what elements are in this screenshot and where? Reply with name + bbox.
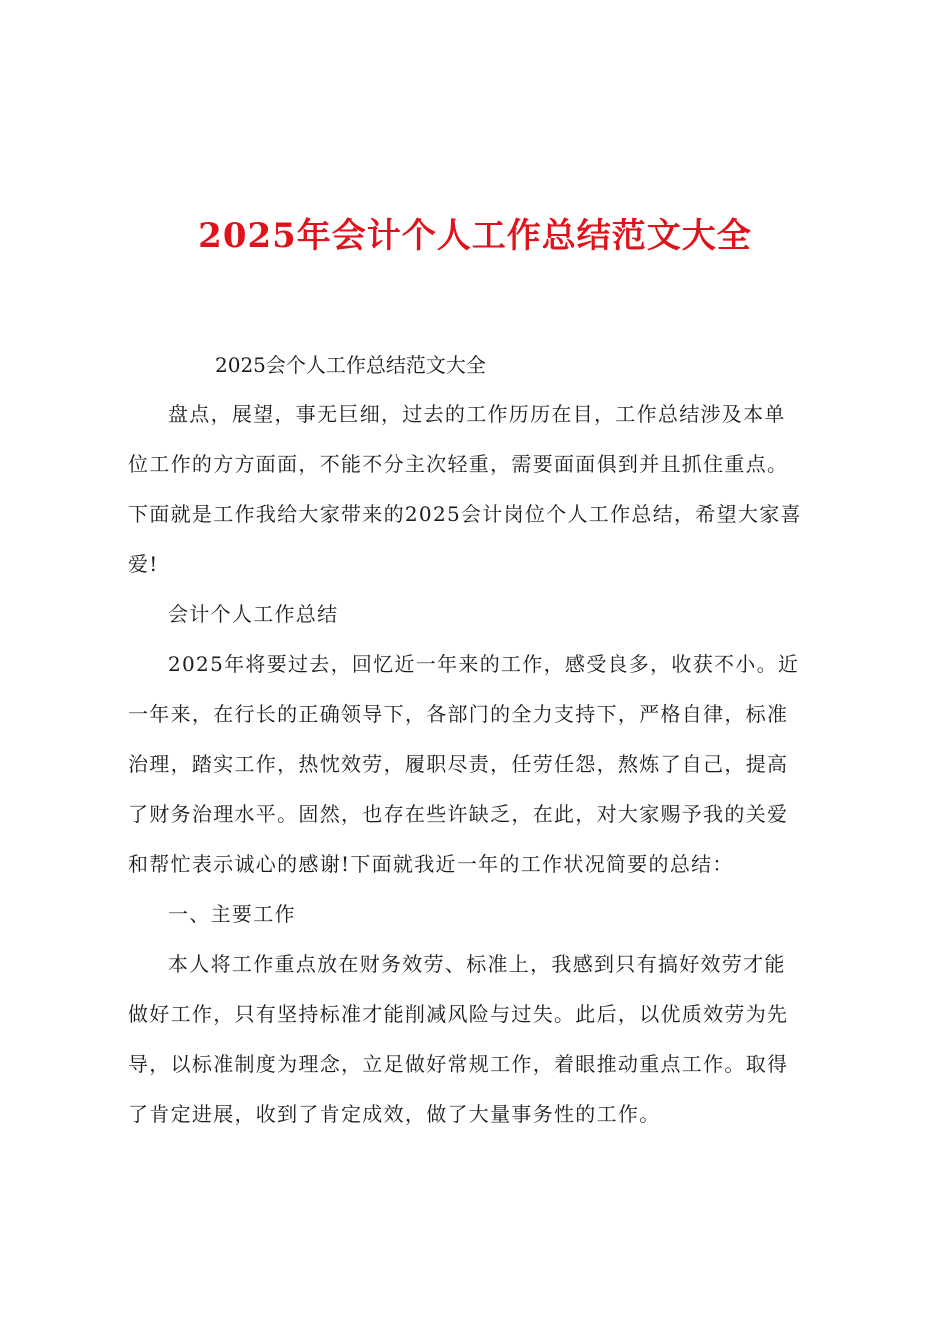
text-line: 盘点，展望，事无巨细，过去的工作历历在目，工作总结涉及本单 <box>168 402 786 426</box>
document-title: 2025年会计个人工作总结范文大全 <box>198 216 752 256</box>
section-heading <box>128 589 830 639</box>
paragraph-main-work <box>128 939 830 1139</box>
text-line: 做好工作，只有坚持标准才能削减风险与过失。此后，以优质效劳为先 <box>128 1002 789 1026</box>
text-line: 一年来，在行长的正确领导下，各部门的全力支持下，严格自律，标准 <box>128 702 789 726</box>
paragraph-intro <box>128 389 830 589</box>
text-line: 会计个人工作总结 <box>168 602 339 626</box>
text-line: 下面就是工作我给大家带来的2025会计岗位个人工作总结，希望大家喜 <box>128 502 802 526</box>
paragraph-summary <box>128 639 830 889</box>
document-subtitle: 2025会个人工作总结范文大全 <box>215 353 486 377</box>
text-line: 本人将工作重点放在财务效劳、标准上，我感到只有搞好效劳才能 <box>168 952 786 976</box>
text-line: 和帮忙表示诚心的感谢!下面就我近一年的工作状况简要的总结： <box>128 852 734 876</box>
document-body <box>128 389 830 1139</box>
text-line: 了财务治理水平。固然，也存在些许缺乏，在此，对大家赐予我的关爱 <box>128 802 789 826</box>
section-heading-main-work <box>128 889 830 939</box>
text-line: 2025年将要过去，回忆近一年来的工作，感受良多，收获不小。近 <box>168 652 800 676</box>
text-line: 了肯定进展，收到了肯定成效，做了大量事务性的工作。 <box>128 1102 661 1126</box>
text-line: 位工作的方方面面，不能不分主次轻重，需要面面俱到并且抓住重点。 <box>128 452 789 476</box>
text-line: 导，以标准制度为理念，立足做好常规工作，着眼推动重点工作。取得 <box>128 1052 789 1076</box>
text-line: 治理，踏实工作，热忱效劳，履职尽责，任劳任怨，熬炼了自己，提高 <box>128 752 789 776</box>
text-line: 爱! <box>128 552 159 576</box>
text-line: 一、主要工作 <box>168 902 296 926</box>
